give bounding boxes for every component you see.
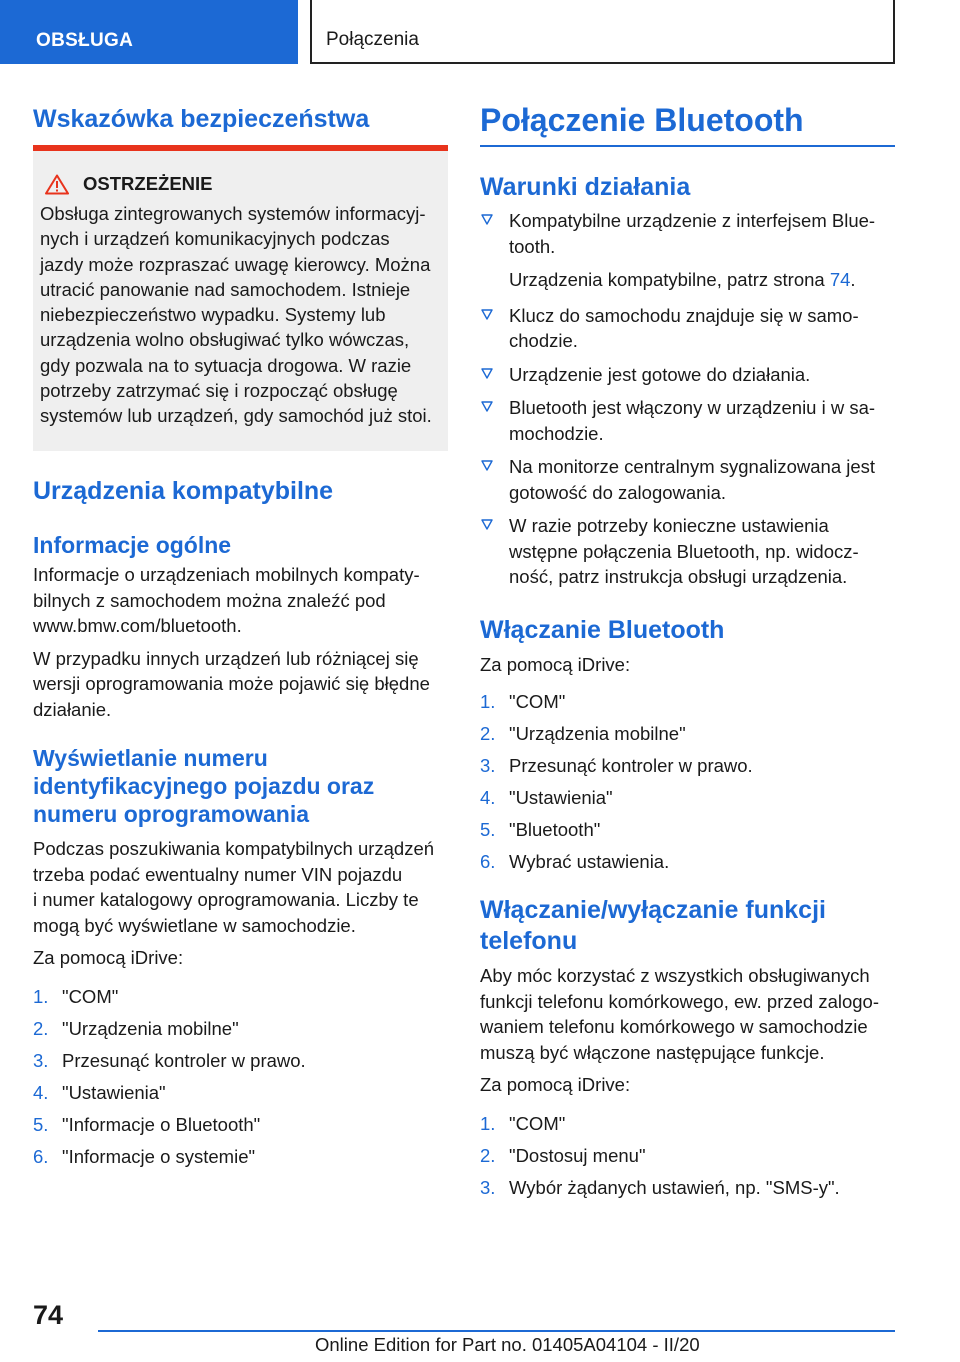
condition-line: chodzie.: [509, 330, 578, 351]
heading-line: telefonu: [480, 927, 578, 955]
general-paragraph-1: [33, 562, 448, 639]
compat-section: [33, 476, 448, 1176]
paragraph-line: www.bmw.com/bluetooth.: [33, 615, 242, 636]
bullet-triangle-icon: [481, 460, 493, 472]
paragraph-line: muszą być włączone następujące funkcje.: [480, 1041, 825, 1063]
warning-line: jazdy może rozpraszać uwagę kierowcy. Można: [40, 253, 431, 275]
step-text: Przesunąć kontroler w prawo.: [62, 1049, 306, 1071]
step-number: 3.: [480, 755, 496, 776]
paragraph-line: funkcji telefonu komórkowego, ew. przed zalogo-: [480, 990, 879, 1012]
paragraph-line: bilnych z samochodem można znaleźć pod: [33, 589, 386, 611]
step-text: "COM": [62, 985, 119, 1007]
general-title: Informacje ogólne: [33, 532, 232, 558]
step-item: [480, 753, 895, 785]
compat-title: Urządzenia kompatybilne: [33, 477, 334, 505]
paragraph-line: Aby móc korzystać z wszystkich obsługiwanych: [480, 965, 870, 986]
warning-line: nych i urządzeń komunikacyjnych podczas: [40, 228, 390, 250]
step-number: 1.: [480, 691, 496, 712]
warning-title: OSTRZEŻENIE: [83, 173, 213, 194]
step-number: 2.: [33, 1017, 49, 1039]
step-item: [480, 1175, 895, 1207]
compat-note: [480, 267, 895, 293]
phone-title: [480, 895, 895, 957]
condition-line: tooth.: [509, 235, 556, 257]
heading-line: Włączanie/wyłączanie funkcji: [480, 896, 826, 924]
page-number: 74: [33, 1300, 64, 1330]
condition-line: Bluetooth jest włączony w urządzeniu i w sa-: [509, 397, 876, 418]
phone-steps-list: [480, 1111, 895, 1207]
footer-rule: [98, 1330, 895, 1332]
paragraph-line: Podczas poszukiwania kompatybilnych urządzeń: [33, 838, 435, 859]
step-text: "Bluetooth": [509, 819, 601, 840]
right-column: [480, 100, 895, 140]
page-link[interactable]: 74: [829, 269, 851, 290]
step-text: "Ustawienia": [509, 787, 613, 808]
step-number: 3.: [480, 1176, 496, 1198]
condition-item: [480, 395, 895, 446]
phone-idrive-label: Za pomocą iDrive:: [480, 1074, 631, 1095]
conditions-section: [480, 172, 895, 1207]
step-number: 4.: [480, 787, 496, 808]
condition-line: Na monitorze centralnym sygnalizowana jest: [509, 456, 876, 477]
step-number: 1.: [480, 1112, 496, 1134]
step-text: "Informacje o Bluetooth": [62, 1113, 261, 1135]
step-text: "Ustawienia": [62, 1081, 166, 1103]
bullet-triangle-icon: [481, 401, 493, 413]
warning-line: systemów lub urządzeń, gdy samochód już stoi.: [40, 405, 432, 427]
bullet-triangle-icon: [481, 309, 493, 321]
bullet-triangle-icon: [481, 368, 493, 380]
step-number: 3.: [33, 1049, 49, 1071]
phone-paragraph: [480, 963, 895, 1065]
conditions-title: Warunki działania: [480, 173, 691, 201]
edition-text: Online Edition for Part no. 01405A04104 - II/20: [315, 1334, 700, 1355]
condition-line: ność, patrz instrukcja obsługi urządzenia.: [509, 566, 848, 587]
paragraph-line: wersji oprogramowania może pojawić się błędne: [33, 673, 430, 694]
idrive-label: Za pomocą iDrive:: [33, 947, 184, 968]
safety-title: Wskazówka bezpieczeństwa: [33, 105, 370, 133]
enable-steps-list: [480, 689, 895, 881]
bluetooth-title: Połączenie Bluetooth: [480, 102, 804, 138]
step-text: "Informacje o systemie": [62, 1145, 256, 1167]
step-number: 5.: [33, 1113, 49, 1135]
section-tab: OBSŁUGA: [0, 0, 298, 64]
condition-line: Urządzenie jest gotowe do działania.: [509, 363, 811, 385]
step-number: 5.: [480, 819, 496, 840]
warning-text: [40, 201, 440, 429]
step-number: 2.: [480, 723, 496, 744]
step-item: [480, 1143, 895, 1175]
condition-line: W razie potrzeby konieczne ustawienia: [509, 515, 829, 536]
step-text: "Urządzenia mobilne": [509, 723, 686, 744]
paragraph-line: działanie.: [33, 698, 112, 720]
warning-box: [33, 145, 448, 451]
warning-line: urządzenia wolno obsługiwać tylko wówczas,: [40, 329, 410, 351]
warning-line: utracić panowanie nad samochodem. Istnieje: [40, 278, 411, 300]
step-text: "COM": [509, 691, 566, 712]
left-steps-list: [33, 984, 448, 1176]
enable-title: Włączanie Bluetooth: [480, 615, 725, 644]
paragraph-line: mogą być wyświetlane w samochodzie.: [33, 914, 356, 936]
step-item: [33, 1048, 448, 1080]
warning-line: niebezpieczeństwo wypadku. Systemy lub: [40, 304, 386, 326]
warning-line: gdy pozwala na to sytuacja drogowa. W razie: [40, 354, 412, 376]
paragraph-line: Informacje o urządzeniach mobilnych kompaty-: [33, 564, 420, 585]
title-rule: [480, 145, 895, 147]
bullet-triangle-icon: [481, 214, 493, 226]
step-number: 2.: [480, 1144, 496, 1166]
condition-line: wstępne połączenia Bluetooth, np. widocz-: [509, 540, 859, 562]
condition-line: gotowość do zalogowania.: [509, 481, 727, 503]
step-item: [33, 1144, 448, 1176]
vin-title: [33, 744, 448, 828]
condition-line: mochodzie.: [509, 422, 604, 444]
step-number: 4.: [33, 1081, 49, 1103]
step-text: "Urządzenia mobilne": [62, 1017, 239, 1039]
condition-item: [480, 303, 895, 354]
topic-header: Połączenia: [310, 0, 895, 64]
step-item: [33, 1080, 448, 1112]
step-item: [33, 984, 448, 1016]
step-item: [480, 817, 895, 849]
warning-triangle-icon: [45, 174, 69, 195]
conditions-list: [480, 208, 895, 590]
warning-header: [40, 173, 440, 195]
step-number: 6.: [33, 1145, 49, 1167]
step-item: [480, 1111, 895, 1143]
step-number: 1.: [33, 985, 49, 1007]
paragraph-line: W przypadku innych urządzeń lub różniącej się: [33, 647, 419, 669]
condition-item: [480, 454, 895, 505]
step-item: [480, 721, 895, 753]
heading-line: numeru oprogramowania: [33, 801, 310, 827]
general-paragraph-2: [33, 646, 448, 723]
heading-line: Wyświetlanie numeru: [33, 745, 268, 771]
step-item: [33, 1016, 448, 1048]
paragraph-line: i numer katalogowy oprogramowania. Liczby te: [33, 889, 419, 910]
paragraph-line: waniem telefonu komórkowego w samochodzie: [480, 1016, 868, 1037]
warning-line: Obsługa zintegrowanych systemów informacyj-: [40, 203, 426, 224]
step-number: 6.: [480, 851, 496, 872]
step-item: [480, 785, 895, 817]
enable-idrive-label: Za pomocą iDrive:: [480, 653, 631, 675]
step-item: [33, 1112, 448, 1144]
heading-line: identyfikacyjnego pojazdu oraz: [33, 773, 375, 799]
bullet-triangle-icon: [481, 519, 493, 531]
condition-item: [480, 362, 895, 388]
condition-item: [480, 513, 895, 590]
condition-line: Kompatybilne urządzenie z interfejsem Blue-: [509, 210, 876, 231]
step-text: "Dostosuj menu": [509, 1144, 646, 1166]
step-text: Przesunąć kontroler w prawo.: [509, 755, 753, 776]
step-text: Wybrać ustawienia.: [509, 851, 670, 872]
warning-line: potrzeby zatrzymać się i rozpocząć obsługę: [40, 380, 398, 402]
condition-line: Klucz do samochodu znajduje się w samo-: [509, 304, 859, 326]
compat-note-text: Urządzenia kompatybilne, patrz strona: [509, 269, 830, 290]
step-text: "COM": [509, 1112, 566, 1134]
vin-paragraph: [33, 836, 448, 938]
step-item: [480, 849, 895, 881]
compat-note-end: .: [850, 269, 856, 290]
step-text: Wybór żądanych ustawień, np. "SMS-y".: [509, 1176, 840, 1198]
paragraph-line: trzeba podać ewentualny numer VIN pojazdu: [33, 863, 403, 885]
condition-item: [480, 208, 895, 259]
step-item: [480, 689, 895, 721]
